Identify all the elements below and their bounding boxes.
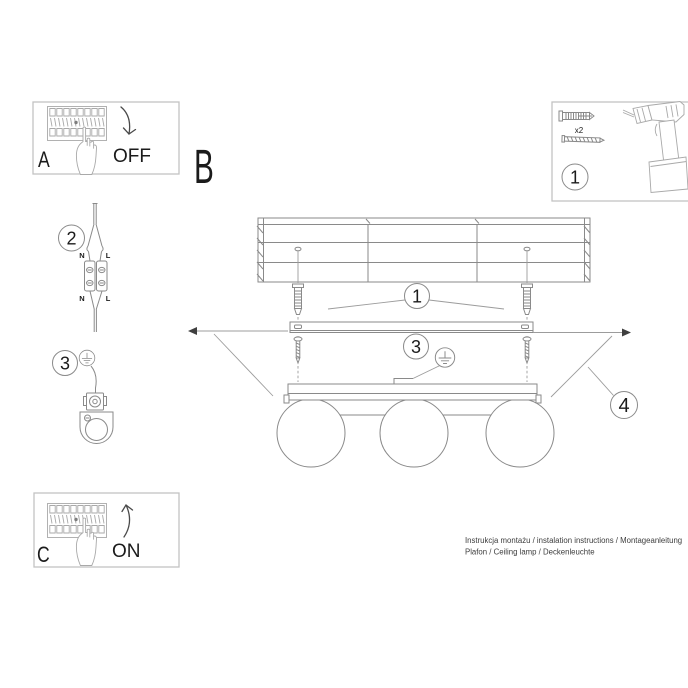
panel-c: [34, 493, 179, 568]
ceiling-panel: [257, 218, 590, 282]
grounding-step-number: 3: [59, 353, 71, 374]
wall-plug-icon: [559, 111, 594, 121]
grounding-step: [53, 350, 114, 443]
breaker-panel-icon: [48, 107, 107, 141]
curved-arrow-up-icon: [122, 505, 133, 537]
drill-hole-right: [524, 247, 530, 251]
terminal-block-icon: [85, 261, 108, 291]
tools-box: [552, 102, 688, 202]
wire-l-in-label: L: [105, 251, 111, 260]
slide-step-number: 4: [618, 395, 630, 417]
anchor-step-number: 1: [411, 286, 423, 307]
tools-step-number: 1: [569, 167, 581, 188]
mains-cable-art: [87, 204, 103, 262]
section-b-letter: B: [194, 140, 214, 194]
fixing-screw-left: [294, 337, 302, 382]
footer: [465, 536, 682, 557]
breaker-panel-icon: [48, 504, 107, 538]
screw-icon: [562, 136, 604, 144]
ground-wire-hook: [394, 379, 413, 385]
wiring-step: [59, 204, 111, 333]
ground-wire: [91, 366, 96, 393]
slide-arrow-right-icon: [622, 329, 631, 337]
panel-a: [33, 102, 179, 175]
lamp-body: [277, 379, 554, 468]
glass-globe-right: [486, 399, 554, 467]
footer-line1: Instrukcja montażu / instalation instructions / Montageanleitung: [465, 536, 683, 545]
ground-callout-number: 3: [410, 337, 422, 357]
lamp-housing: [288, 384, 537, 400]
curved-arrow-down-icon: [121, 107, 136, 134]
ground-terminal-icon: [84, 393, 107, 410]
cordless-drill-icon: [623, 102, 688, 193]
wiring-step-number: 2: [66, 228, 77, 249]
slide-arrow-left-icon: [188, 327, 197, 335]
fixing-screw-right: [523, 337, 531, 382]
earth-ground-icon: [435, 348, 454, 367]
ground-clamp-icon: [80, 412, 113, 444]
glass-globe-left: [277, 399, 345, 467]
mounting-bracket: [290, 322, 533, 333]
anchor-callout: [293, 251, 533, 321]
footer-line2: Plafon / Ceiling lamp / Deckenleuchte: [465, 547, 595, 557]
wall-plug-left: [293, 284, 304, 321]
wire-n-in-label: N: [79, 251, 85, 260]
spring-clip-right: [536, 395, 541, 403]
on-label: ON: [112, 541, 141, 562]
glass-globe-center: [380, 399, 448, 467]
earth-ground-icon: [79, 350, 95, 366]
panel-a-letter: A: [38, 148, 50, 173]
drill-hole-left: [295, 247, 301, 251]
off-label: OFF: [113, 146, 151, 167]
lamp-cable-art: [90, 291, 102, 332]
screw-qty-label: x2: [574, 126, 584, 135]
panel-c-letter: C: [37, 543, 50, 568]
spring-clip-left: [284, 395, 289, 403]
wall-plug-right: [522, 284, 533, 321]
wire-l-out-label: L: [105, 294, 111, 303]
ground-callout: [404, 334, 455, 379]
wire-n-out-label: N: [79, 294, 85, 303]
